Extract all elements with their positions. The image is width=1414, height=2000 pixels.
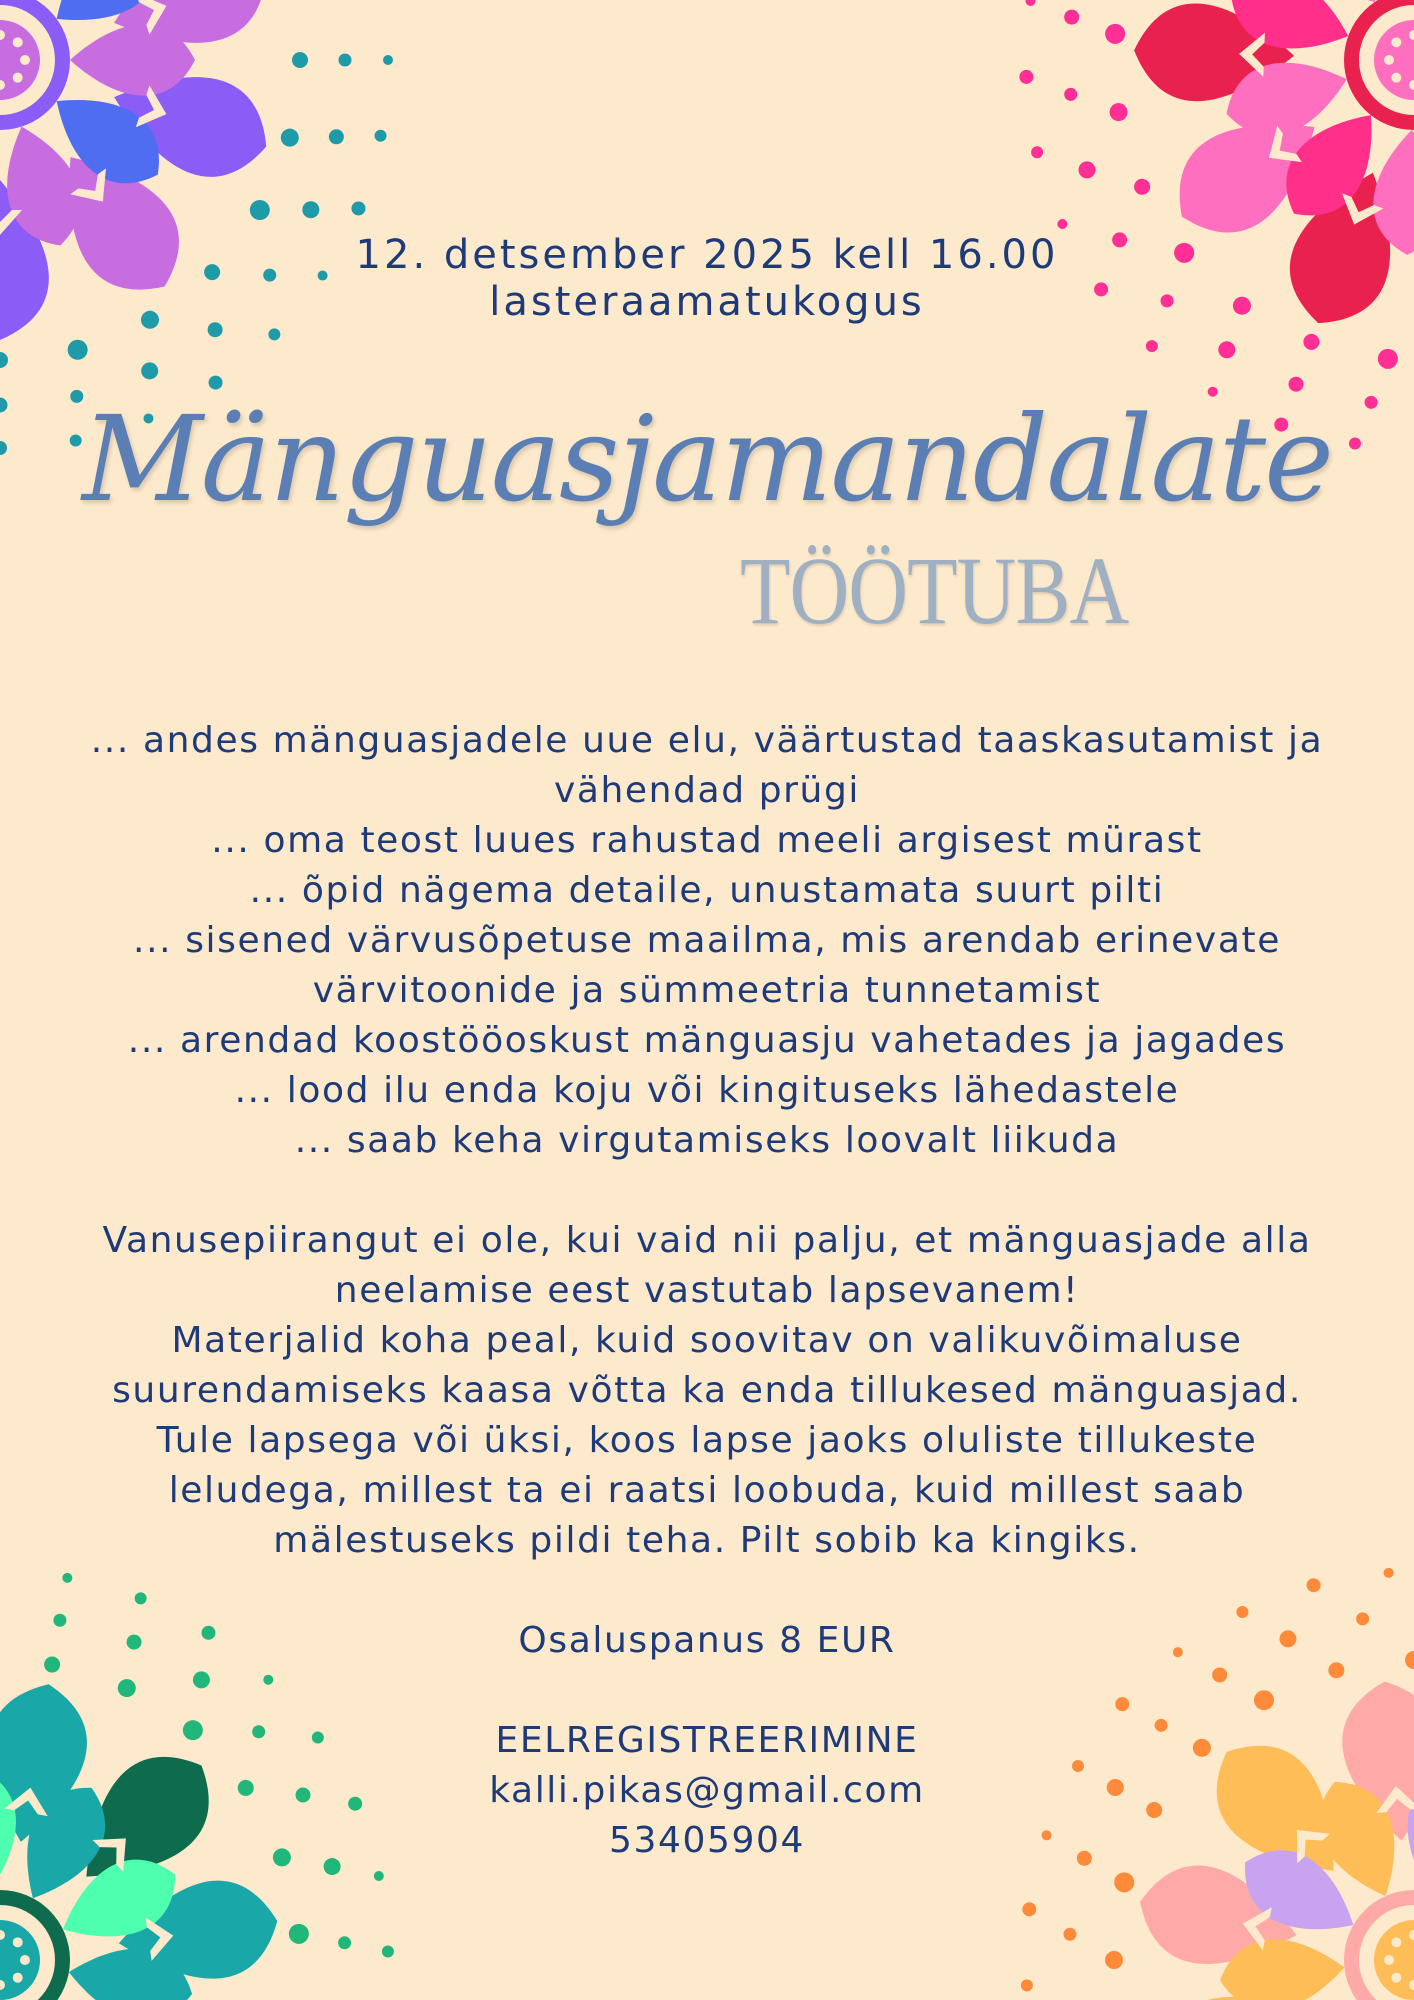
registration-label: EELREGISTREERIMINE — [495, 1720, 919, 1761]
title-script: Mänguasjamandalate — [81, 390, 1332, 528]
benefit-line: värvitoonide ja sümmeetria tunnetamist — [312, 970, 1102, 1011]
spacer — [50, 1566, 1364, 1616]
info-line: Vanusepiirangut ei ole, kui vaid nii palju, et mänguasjade alla — [102, 1220, 1312, 1261]
title-subtitle: TÖÖTUBA — [740, 537, 1129, 644]
benefit-line: ... oma teost luues rahustad meeli argisest mürast — [211, 820, 1203, 861]
benefit-line: vähendad prügi — [553, 770, 861, 811]
info-line: neelamise eest vastutab lapsevanem! — [334, 1270, 1080, 1311]
benefit-line: ... lood ilu enda koju või kingituseks lähedastele — [234, 1070, 1180, 1111]
registration-email[interactable]: kalli.pikas@gmail.com — [489, 1770, 925, 1811]
benefit-line: ... sisened värvusõpetuse maailma, mis arendab erinevate — [133, 920, 1281, 961]
benefit-line: ... arendad koostööoskust mänguasju vahetades ja jagades — [127, 1020, 1287, 1061]
benefit-line: ... õpid nägema detaile, unustamata suurt pilti — [249, 870, 1165, 911]
info-line: leludega, millest ta ei raatsi loobuda, kuid millest saab — [168, 1470, 1246, 1511]
benefit-line: ... andes mänguasjadele uue elu, väärtustad taaskasutamist ja — [90, 720, 1324, 761]
benefit-line: ... saab keha virgutamiseks loovalt liikuda — [294, 1120, 1120, 1161]
event-date: 12. detsember 2025 kell 16.00 — [355, 232, 1059, 278]
spacer — [50, 1666, 1364, 1716]
spacer — [50, 1166, 1364, 1216]
info-line: Materjalid koha peal, kuid soovitav on valikuvõimaluse — [171, 1320, 1243, 1361]
poster-body — [50, 716, 1364, 1866]
info-line: Tule lapsega või üksi, koos lapse jaoks oluliste tillukeste — [156, 1420, 1258, 1461]
registration-phone[interactable]: 53405904 — [608, 1820, 806, 1861]
event-place: lasteraamatukogus — [489, 279, 925, 325]
info-line: suurendamiseks kaasa võtta ka enda tillukesed mänguasjad. — [112, 1370, 1302, 1411]
participation-fee: Osaluspanus 8 EUR — [518, 1620, 896, 1661]
info-line: mälestuseks pildi teha. Pilt sobib ka kingiks. — [273, 1520, 1141, 1561]
